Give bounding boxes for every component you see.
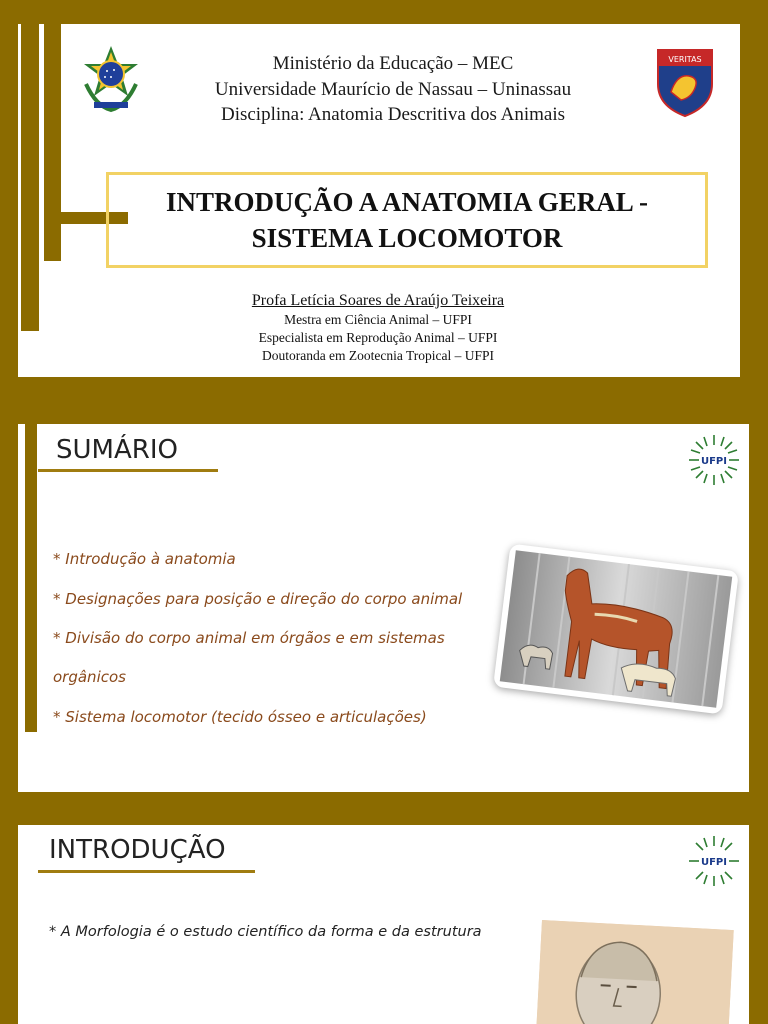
- section-title: INTRODUÇÃO: [49, 835, 226, 865]
- aristotle-bust-image: [536, 920, 733, 1024]
- credential-line: Doutoranda em Zootecnia Tropical – UFPI: [261, 348, 495, 363]
- horse-anatomy-image: [493, 544, 739, 715]
- ufpi-logo-icon: [688, 434, 740, 486]
- title-box: [106, 172, 708, 268]
- title-underline: [38, 469, 218, 472]
- summary-item: * Designações para posição e direção do corpo animal: [53, 590, 463, 608]
- decor-bar: [25, 424, 37, 732]
- logo-text: UFPI: [700, 857, 728, 868]
- intro-text: * A Morfologia é o estudo científico da forma e da estrutura: [49, 924, 482, 940]
- credential-line: Especialista em Reprodução Animal – UFPI: [258, 330, 498, 345]
- summary-item: * Introdução à anatomia: [53, 550, 236, 568]
- logo-text: UFPI: [700, 456, 728, 467]
- header-line: Disciplina: Anatomia Descritiva dos Animais: [220, 104, 566, 125]
- title-line: SISTEMA LOCOMOTOR: [251, 223, 563, 253]
- header-line: Universidade Maurício de Nassau – Uninassau: [214, 79, 572, 100]
- summary-item: * Divisão do corpo animal em órgãos e em sistemas: [53, 629, 445, 647]
- ufpi-logo-icon: [688, 835, 740, 887]
- decor-bar: [44, 24, 61, 261]
- title-slide: [18, 24, 740, 377]
- intro-slide: [18, 825, 749, 1024]
- crest-text: VERITAS: [668, 55, 702, 64]
- summary-slide: [18, 424, 749, 792]
- veritas-crest-icon: [655, 44, 715, 118]
- author-name: Profa Letícia Soares de Araújo Teixeira: [251, 292, 505, 309]
- decor-bar: [21, 24, 39, 331]
- summary-item: orgânicos: [53, 668, 126, 686]
- summary-item: * Sistema locomotor (tecido ósseo e articulações): [53, 708, 427, 726]
- header-line: Ministério da Educação – MEC: [272, 53, 514, 74]
- title-line: INTRODUÇÃO A ANATOMIA GERAL -: [165, 187, 649, 217]
- title-underline: [38, 870, 255, 873]
- credential-line: Mestra em Ciência Animal – UFPI: [284, 312, 472, 327]
- section-title: SUMÁRIO: [56, 435, 178, 465]
